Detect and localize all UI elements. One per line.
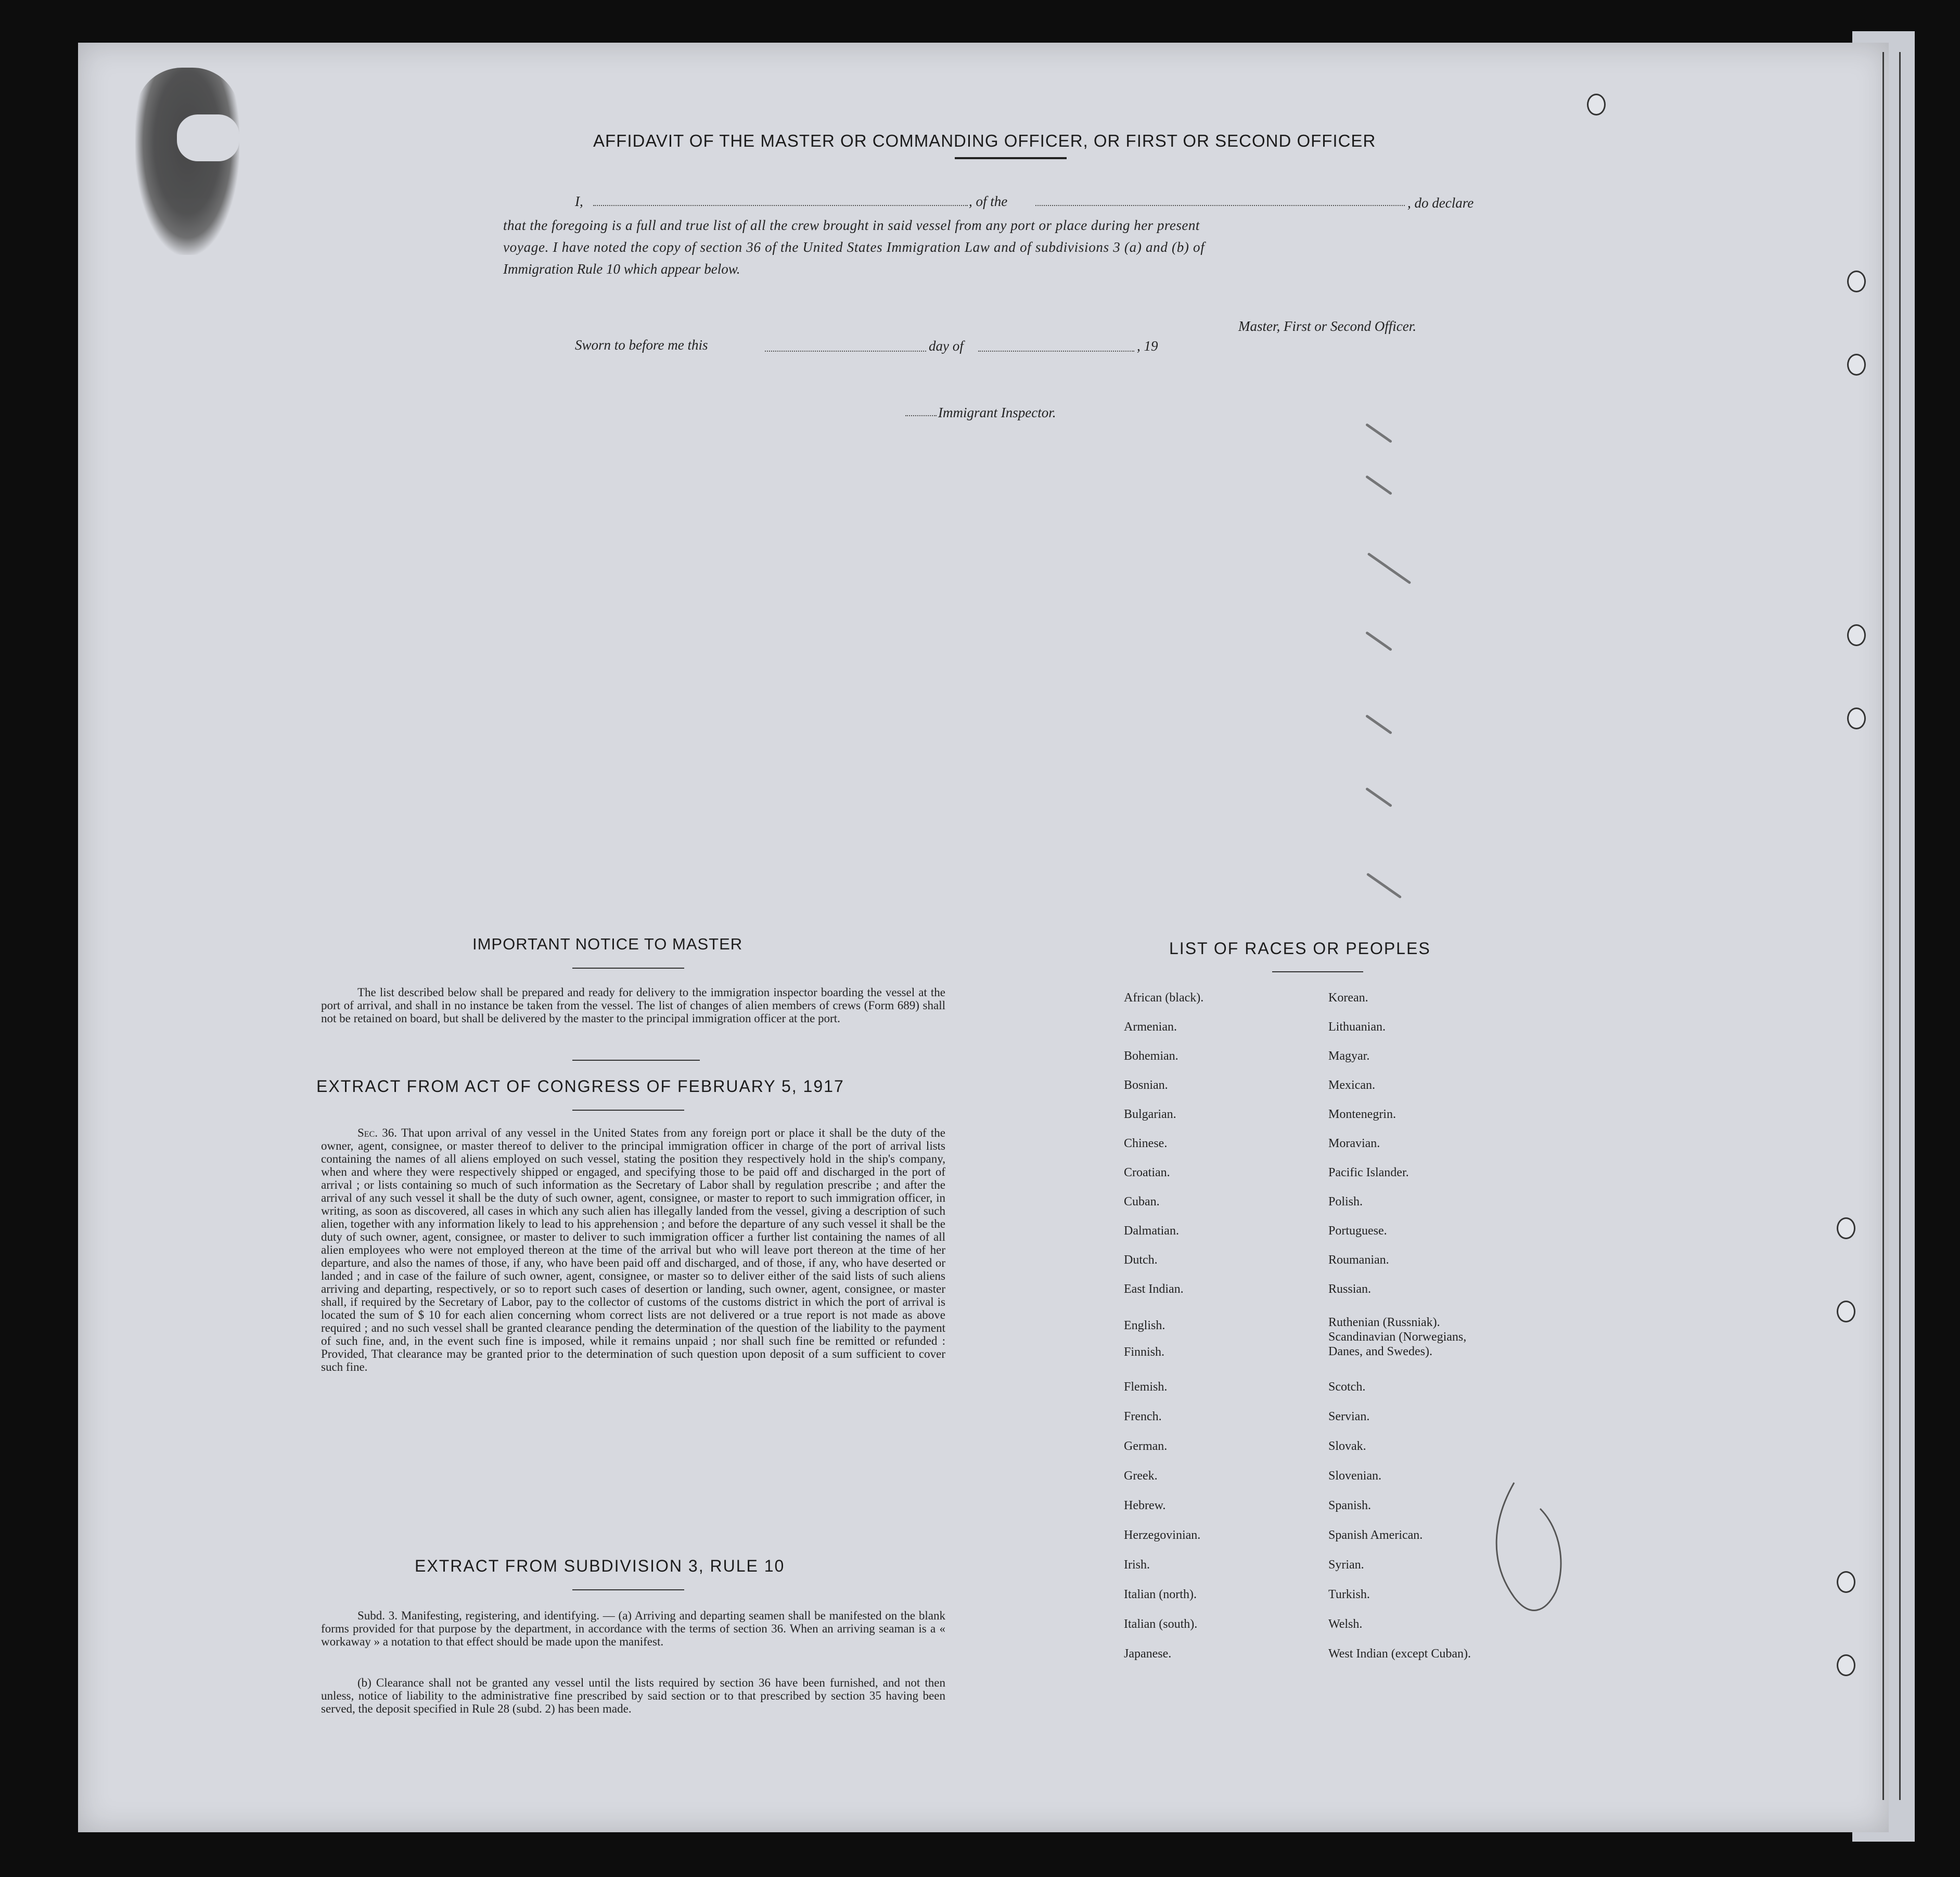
race-item: Bohemian. bbox=[1124, 1049, 1178, 1063]
race-item: Roumanian. bbox=[1328, 1253, 1389, 1267]
race-item: Bulgarian. bbox=[1124, 1108, 1176, 1121]
race-item: Pacific Islander. bbox=[1328, 1166, 1409, 1179]
race-item: African (black). bbox=[1124, 991, 1204, 1005]
vessel-field-line[interactable] bbox=[1035, 204, 1405, 206]
notice-title: IMPORTANT NOTICE TO MASTER bbox=[472, 935, 743, 953]
inspector-signature-line[interactable] bbox=[905, 414, 937, 416]
page-edge bbox=[1899, 52, 1901, 1800]
punch-hole-icon bbox=[1847, 271, 1866, 292]
act-underline bbox=[572, 1110, 684, 1111]
page-edge bbox=[1882, 52, 1884, 1800]
act-sec-label: Sec. 36. bbox=[357, 1126, 398, 1139]
race-item: Russian. bbox=[1328, 1282, 1372, 1296]
race-item: Dalmatian. bbox=[1124, 1224, 1179, 1238]
act-body bbox=[321, 1126, 945, 1373]
race-item: Scotch. bbox=[1328, 1380, 1366, 1394]
race-item: English. bbox=[1124, 1319, 1165, 1332]
race-item: Spanish. bbox=[1328, 1499, 1372, 1512]
master-signature-label: Master, First or Second Officer. bbox=[1238, 318, 1416, 334]
year-label: , 19 bbox=[1137, 338, 1158, 354]
race-item: Magyar. bbox=[1328, 1049, 1370, 1063]
races-underline bbox=[1272, 971, 1363, 972]
affidavit-of-the-label: , of the bbox=[969, 194, 1008, 209]
race-item: East Indian. bbox=[1124, 1282, 1184, 1296]
race-item: Hebrew. bbox=[1124, 1499, 1166, 1512]
race-item: Flemish. bbox=[1124, 1380, 1168, 1394]
race-item: Chinese. bbox=[1124, 1137, 1168, 1150]
race-item: Irish. bbox=[1124, 1558, 1150, 1572]
ink-stamp-mark bbox=[135, 68, 239, 255]
race-item: Portuguese. bbox=[1328, 1224, 1387, 1238]
race-item: Korean. bbox=[1328, 991, 1368, 1005]
race-item: Syrian. bbox=[1328, 1558, 1364, 1572]
race-item: Armenian. bbox=[1124, 1020, 1177, 1034]
document-page bbox=[78, 43, 1889, 1832]
act-text: That upon arrival of any vessel in the United States from any foreign port or place it shall be the duty of the owner, agent, consignee, or master thereof to deliver to the principal immigration officer in charge of the port of arrival lists containing the names of all aliens employed on such vessel, stating the position they respectively hold in the ship's company, when and where they were respectively shipped or engaged, and specifying those to be paid off and discharged in the port of arrival ; or lists containing so much of such information as the Secretary of Labor shall by regulation prescribe ; and after the arrival of any such vessel it shall be the duty of such owner, agent, consignee, or master to report to such immigration officer, in writing, as soon as discovered, all cases in which any such alien has illegally landed from the vessel, giving a description of such alien, together with any information likely to lead to his apprehension ; and before the departure of any such vessel it shall be the duty of such owner, agent, consignee, or master to deliver to such immigration officer a further list containing the names of all alien employees who were not employed thereon at the time of the arrival but who will leave port thereon at the time of her departure, and also the names of those, if any, who have been paid off and discharged, and of those, if any, who have deserted or landed ; and in case of the failure of such owner, agent, consignee, or master so to deliver either of the said lists of such aliens arriving and departing, respectively, or so to report such cases of desertion or landing, such owner, agent, consignee, or master shall, if required by the Secretary of Labor, pay to the collector of customs of the customs district in which the port of arrival is located the sum of $ 10 for each alien concerning whom correct lists are not delivered or a true report is not made as above required ; and no such vessel shall be granted clearance pending the determination of the question of the liability to the payment of such fine, and, in the event such fine is imposed, while it remains unpaid ; nor shall such fine be remitted or refunded : Provided, That clearance may be granted prior to the determination of such question upon deposit of a sum sufficient to cover such fine. bbox=[321, 1126, 945, 1373]
title-underline bbox=[955, 157, 1067, 159]
race-item: Mexican. bbox=[1328, 1078, 1375, 1092]
race-item: French. bbox=[1124, 1410, 1162, 1423]
race-item: Dutch. bbox=[1124, 1253, 1158, 1267]
race-item: West Indian (except Cuban). bbox=[1328, 1647, 1471, 1661]
rule-underline bbox=[572, 1589, 684, 1590]
name-field-line[interactable] bbox=[593, 204, 968, 206]
race-item: Ruthenian (Russniak). bbox=[1328, 1316, 1440, 1329]
race-item: Croatian. bbox=[1124, 1166, 1170, 1179]
punch-hole-icon bbox=[1837, 1654, 1855, 1676]
race-item: Moravian. bbox=[1328, 1137, 1380, 1150]
race-item: Slovak. bbox=[1328, 1439, 1366, 1453]
races-title: LIST OF RACES OR PEOPLES bbox=[1169, 939, 1431, 958]
race-item: Montenegrin. bbox=[1328, 1108, 1396, 1121]
race-item: Bosnian. bbox=[1124, 1078, 1168, 1092]
inspector-label: Immigrant Inspector. bbox=[938, 405, 1056, 420]
race-item: Finnish. bbox=[1124, 1345, 1165, 1359]
punch-hole-icon bbox=[1837, 1571, 1855, 1593]
punch-hole-icon bbox=[1847, 354, 1866, 376]
punch-hole-icon bbox=[1847, 708, 1866, 729]
punch-hole-icon bbox=[1847, 624, 1866, 646]
punch-hole-icon bbox=[1587, 94, 1606, 115]
punch-hole-icon bbox=[1837, 1301, 1855, 1322]
sworn-label: Sworn to before me this bbox=[575, 337, 708, 353]
notice-underline bbox=[572, 968, 684, 969]
race-item: Turkish. bbox=[1328, 1588, 1370, 1601]
rule-para-a: Subd. 3. Manifesting, registering, and identifying. — (a) Arriving and departing seamen shall be manifested on the blank forms provided for that purpose by the department, in accordance with the terms of section 36. When an arriving seaman is a « workaway » a notation to that effect should be made upon the manifest. bbox=[321, 1609, 945, 1648]
punch-hole-icon bbox=[1837, 1217, 1855, 1239]
race-item: Italian (south). bbox=[1124, 1617, 1198, 1631]
race-item: Danes, and Swedes). bbox=[1328, 1345, 1432, 1358]
affidavit-do-declare: , do declare bbox=[1407, 195, 1474, 211]
affidavit-statement-line1: that the foregoing is a full and true list of all the crew brought in said vessel from any port or place during her present bbox=[503, 217, 1200, 233]
day-of-label: day of bbox=[929, 338, 964, 354]
affidavit-statement-line2: voyage. I have noted the copy of section 36 of the United States Immigration Law and of subdivisions 3 (a) and (b) of bbox=[503, 239, 1205, 255]
rule-title: EXTRACT FROM SUBDIVISION 3, RULE 10 bbox=[415, 1557, 785, 1575]
race-item: Herzegovinian. bbox=[1124, 1528, 1201, 1542]
pencil-mark-icon bbox=[1483, 1477, 1577, 1634]
race-item: Welsh. bbox=[1328, 1617, 1363, 1631]
race-item: Cuban. bbox=[1124, 1195, 1160, 1209]
notice-bottom-rule bbox=[572, 1060, 700, 1061]
race-item: Italian (north). bbox=[1124, 1588, 1197, 1601]
race-item: Spanish American. bbox=[1328, 1528, 1423, 1542]
rule-para-b: (b) Clearance shall not be granted any vessel until the lists required by section 36 have been furnished, and not then unless, notice of liability to the administrative fine prescribed by said section or to that prescribed by section 35 having been served, the deposit specified in Rule 28 (subd. 2) has been made. bbox=[321, 1676, 945, 1715]
affidavit-i-label: I, bbox=[575, 194, 583, 209]
race-item: Servian. bbox=[1328, 1410, 1370, 1423]
race-item: Lithuanian. bbox=[1328, 1020, 1386, 1034]
race-item: Scandinavian (Norwegians, bbox=[1328, 1330, 1467, 1344]
race-item: German. bbox=[1124, 1439, 1168, 1453]
race-item: Greek. bbox=[1124, 1469, 1158, 1483]
act-title: EXTRACT FROM ACT OF CONGRESS OF FEBRUARY 5, 1917 bbox=[316, 1077, 844, 1096]
sworn-month-field-line[interactable] bbox=[978, 350, 1134, 352]
race-item: Slovenian. bbox=[1328, 1469, 1381, 1483]
affidavit-title: AFFIDAVIT OF THE MASTER OR COMMANDING OFFICER, OR FIRST OR SECOND OFFICER bbox=[593, 131, 1376, 150]
notice-text: The list described below shall be prepared and ready for delivery to the immigration inspector boarding the vessel at the port of arrival, and shall in no instance be taken from the vessel. The list of changes of alien members of crews (Form 689) shall not be retained on board, but shall be delivered by the master to the principal immigration officer at the port. bbox=[321, 986, 945, 1025]
affidavit-statement-line3: Immigration Rule 10 which appear below. bbox=[503, 261, 740, 277]
sworn-day-field-line[interactable] bbox=[765, 350, 926, 352]
race-item: Japanese. bbox=[1124, 1647, 1172, 1661]
race-item: Polish. bbox=[1328, 1195, 1363, 1209]
